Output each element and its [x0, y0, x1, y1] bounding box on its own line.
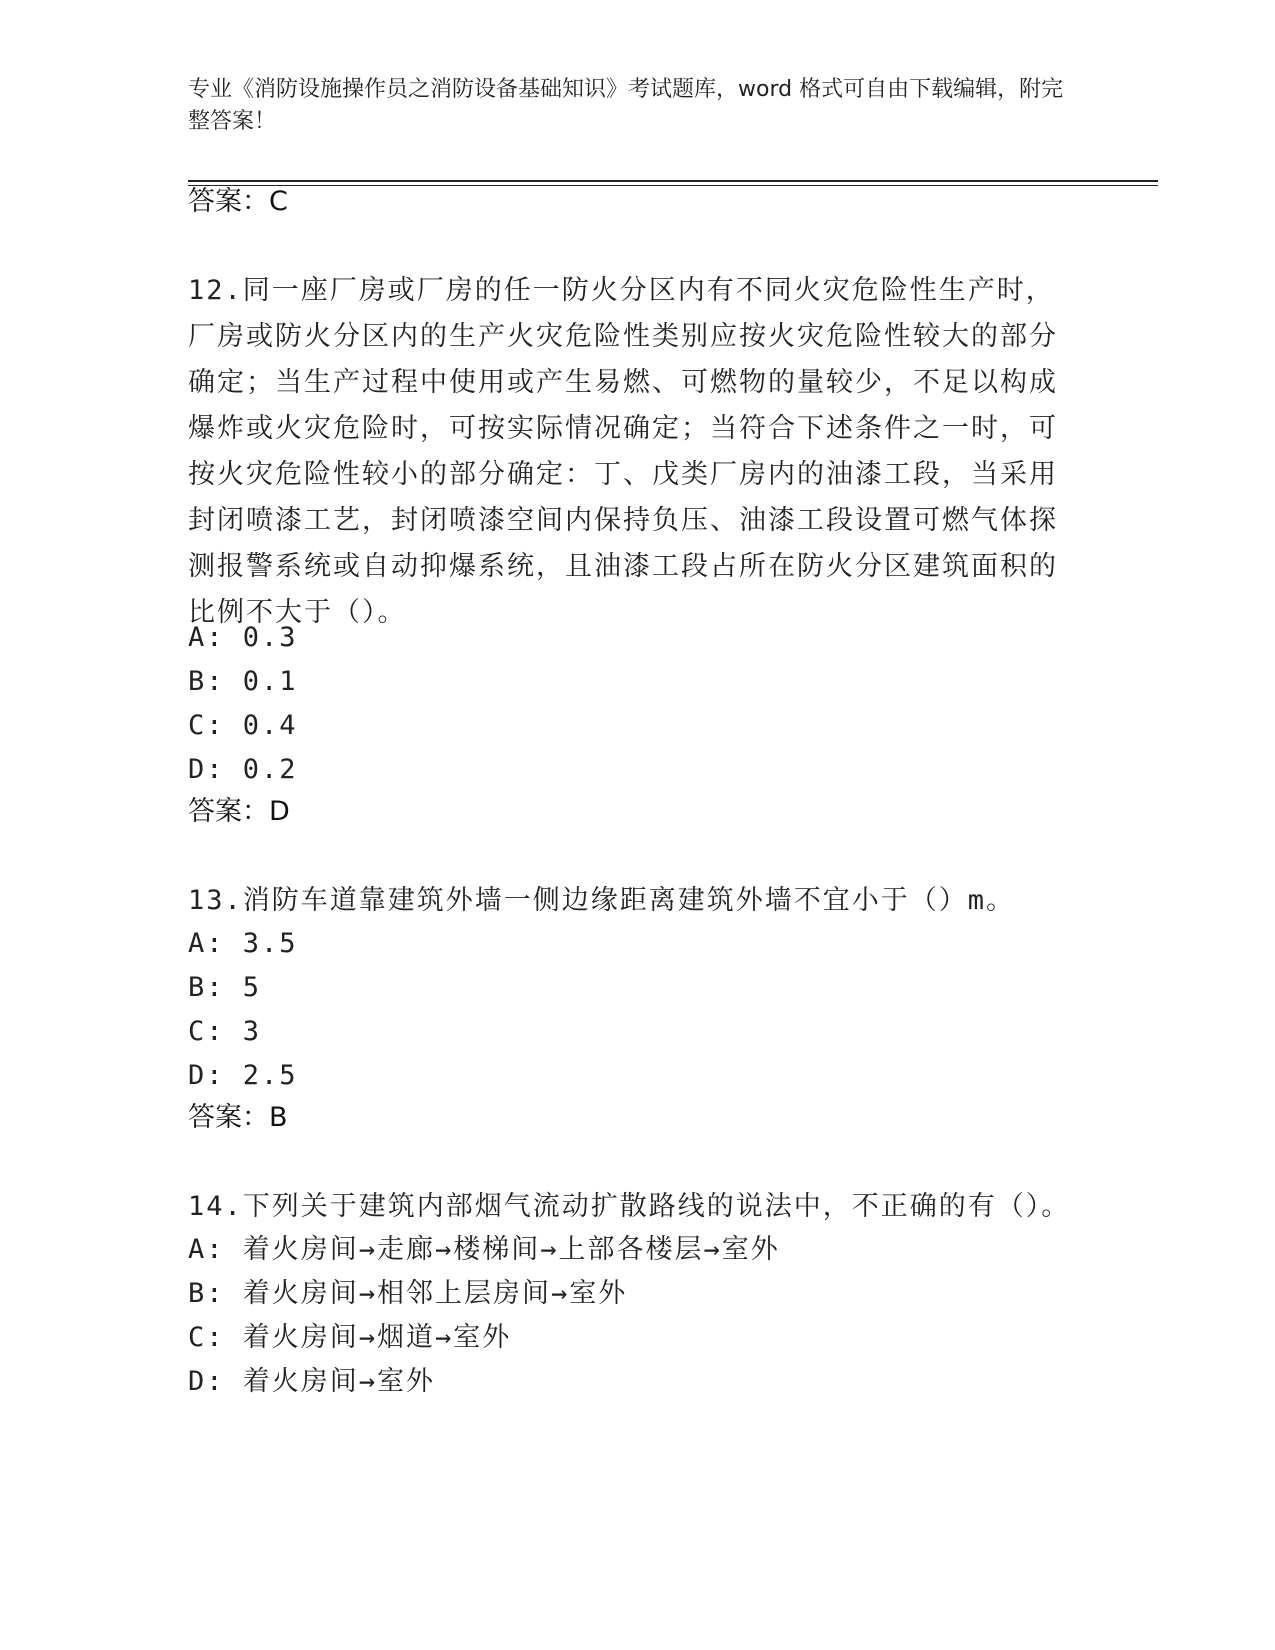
question-13-option-c: C: 3 [188, 1016, 262, 1047]
question-14-option-c: C: 着火房间→烟道→室外 [188, 1322, 512, 1353]
question-12-stem: 12.同一座厂房或厂房的任一防火分区内有不同火灾危险性生产时，厂房或防火分区内的生产火灾危险性类别应按火灾危险性较大的部分确定；当生产过程中使用或产生易燃、可燃物的量较少，不足以构成爆炸或火灾危险时，可按实际情况确定；当符合下述条件之一时，可按火灾危险性较小的部分确定：丁、戊类厂房内的油漆工段，当采用封闭喷漆工艺，封闭喷漆空间内保持负压、油漆工段设置可燃气体探测报警系统或自动抑爆系统，且油漆工段占所在防火分区建筑面积的比例不大于（）。 [188, 275, 1058, 628]
question-13-option-b: B: 5 [188, 972, 262, 1003]
question-13-option-d: D: 2.5 [188, 1060, 298, 1091]
question-12-answer: 答案：D [188, 796, 290, 827]
header-divider-thick [188, 180, 1158, 182]
question-12-option-d: D: 0.2 [188, 754, 298, 785]
question-13-stem: 13.消防车道靠建筑外墙一侧边缘距离建筑外墙不宜小于（）m。 [188, 885, 1016, 916]
question-12-option-c: C: 0.4 [188, 710, 298, 741]
question-13-option-a: A: 3.5 [188, 928, 298, 959]
question-13-answer: 答案：B [188, 1102, 288, 1133]
header-divider-thin [188, 185, 1158, 186]
question-14-option-b: B: 着火房间→相邻上层房间→室外 [188, 1278, 628, 1309]
document-header: 专业《消防设施操作员之消防设备基础知识》考试题库，word 格式可自由下载编辑，附完整答案！ [188, 77, 1064, 134]
question-12-option-a: A: 0.3 [188, 622, 298, 653]
question-12-option-b: B: 0.1 [188, 666, 298, 697]
question-14-option-a: A: 着火房间→走廊→楼梯间→上部各楼层→室外 [188, 1234, 780, 1265]
previous-answer: 答案：C [188, 186, 288, 217]
question-14-option-d: D: 着火房间→室外 [188, 1366, 436, 1397]
question-14-stem: 14.下列关于建筑内部烟气流动扩散路线的说法中，不正确的有（）。 [188, 1191, 1071, 1222]
